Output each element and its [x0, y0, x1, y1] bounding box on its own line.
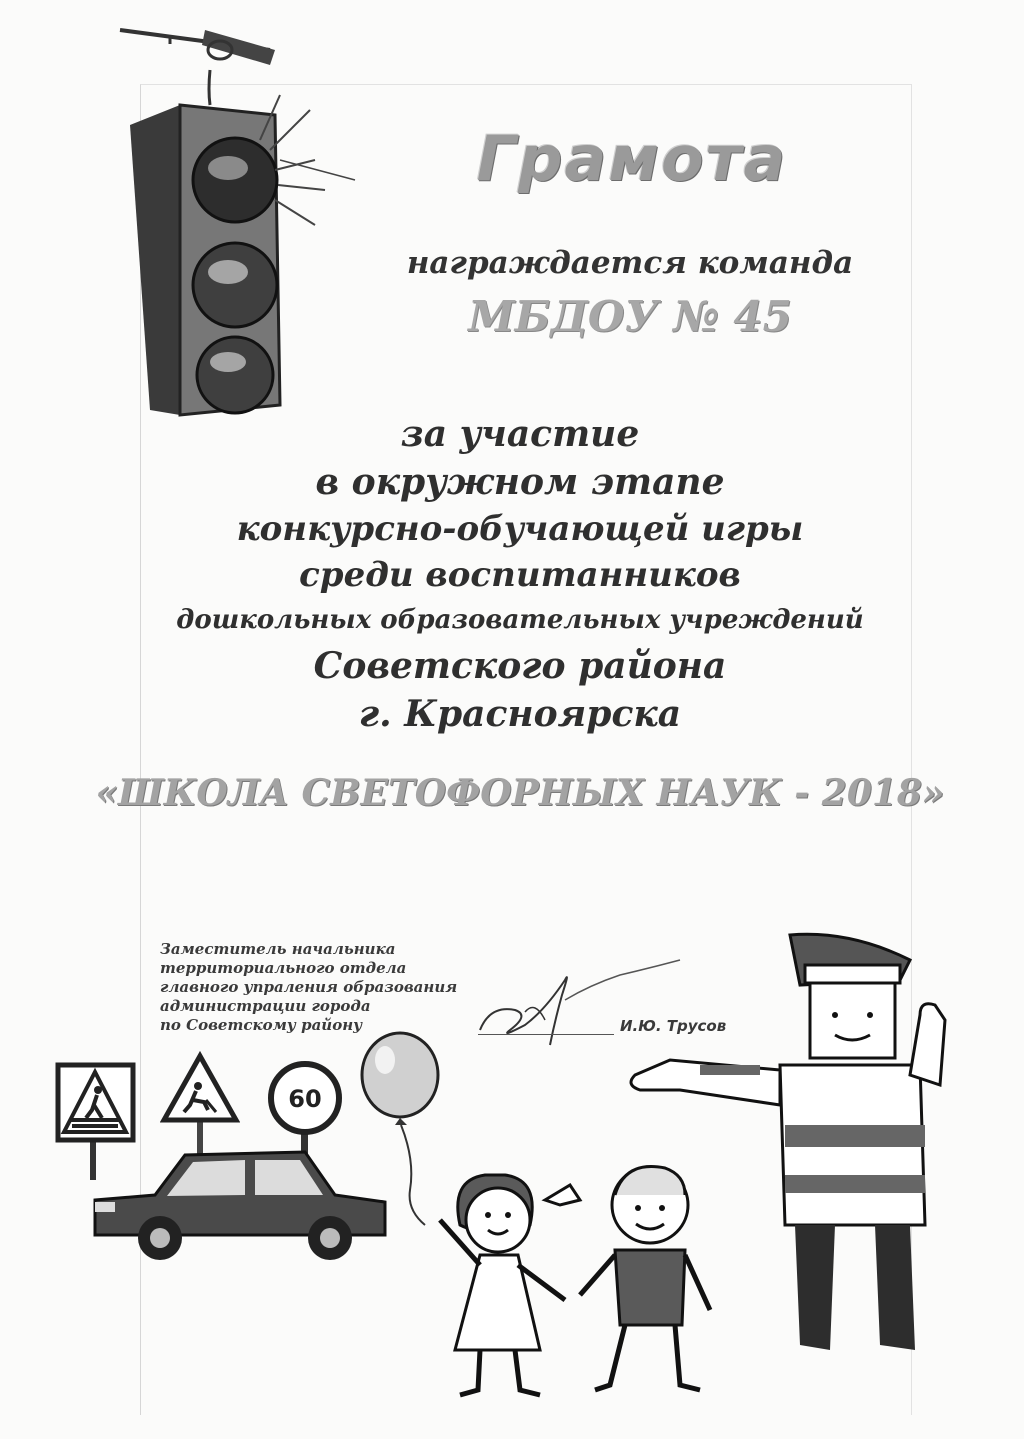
signature-line [478, 1034, 614, 1035]
position-line: территориального отдела [160, 959, 407, 977]
position-line: администрации города [160, 997, 371, 1015]
reason-line: за участие [400, 413, 640, 455]
position-line: главного упраления образования [160, 978, 458, 996]
reason-block [0, 410, 1024, 738]
awarded-text: награждается команда [406, 245, 854, 281]
signer-position [160, 940, 480, 1035]
reason-line: дошкольных образовательных учреждений [176, 605, 864, 635]
position-line: по Советскому району [160, 1016, 363, 1034]
reason-line: в окружном этапе [315, 461, 725, 503]
reason-line: г. Красноярска [358, 693, 682, 735]
signer-name: И.Ю. Трусов [620, 1017, 727, 1035]
reason-line: конкурсно-обучающей игры [236, 509, 804, 549]
car-icon [85, 1140, 395, 1265]
reason-line: среди воспитанников [299, 555, 741, 595]
contest-name: «ШКОЛА СВЕТОФОРНЫХ НАУК - 2018» [95, 772, 945, 814]
position-line: Заместитель начальника [160, 940, 396, 958]
traffic-light-icon [110, 10, 370, 440]
traffic-officer-icon [620, 925, 960, 1365]
reason-line: Советского района [313, 645, 727, 687]
team-name: МБДОУ № 45 [468, 292, 792, 341]
speed-limit-value: 60 [288, 1085, 322, 1113]
certificate-title: Грамота [476, 122, 788, 195]
